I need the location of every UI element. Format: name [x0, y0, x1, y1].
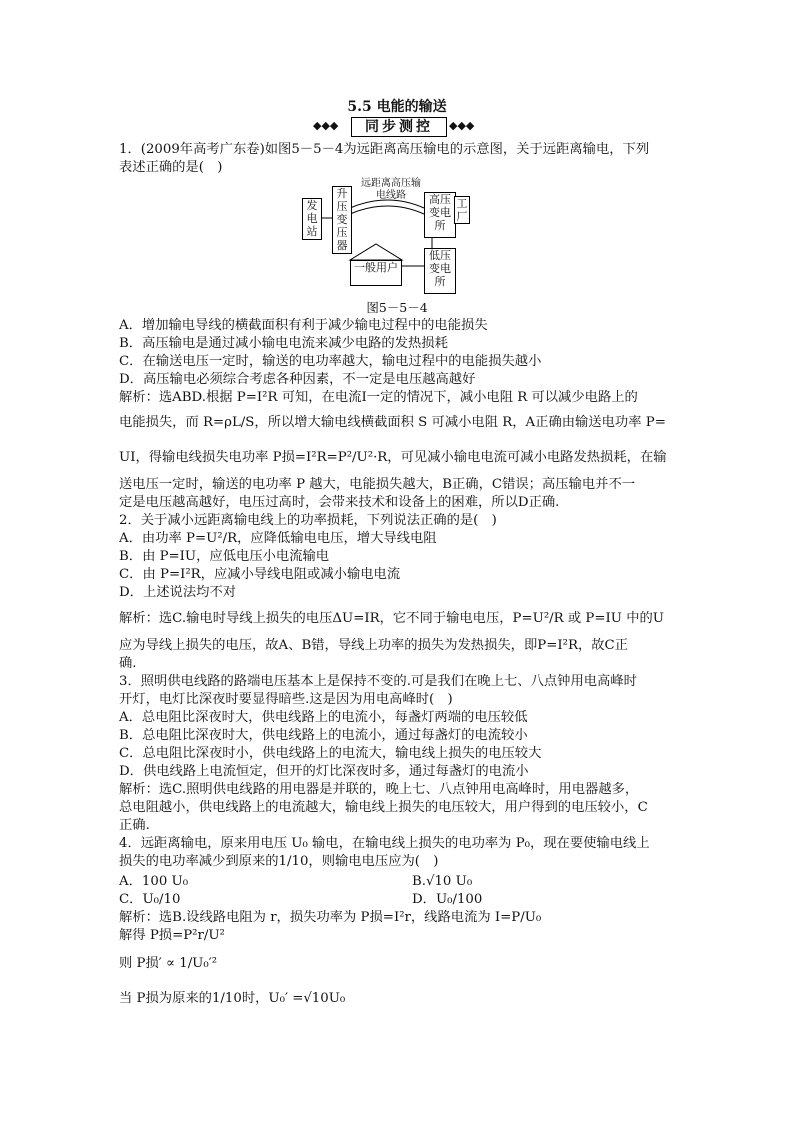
q2-analysis-3: 确. — [119, 656, 137, 671]
q1-analysis-3: UI，得输电线损失电功率 P损=I²R=P²/U²·R，可见减小输电电流可减小电路发热损耗，在输 — [119, 450, 667, 465]
q2-option-b: B．由 P=IU，应低电压小电流输电 — [119, 549, 330, 564]
q1-analysis-2: 电能损失，而 R=ρL/S，所以增大输电线横截面积 S 可减小电阻 R，A正确由输送电功率 P= — [119, 415, 666, 430]
user-box: 一般用户 — [350, 260, 402, 286]
q2-analysis-1: 解析：选C.输电时导线上损失的电压ΔU=IR，它不同于输电电压，P=U²/R 或 P=IU 中的U — [119, 611, 665, 626]
q2-stem: 2．关于减小远距离输电线上的功率损耗，下列说法正确的是( ) — [119, 513, 497, 528]
q3-option-a: A．总电阻比深夜时大，供电线路上的电流小，每盏灯两端的电压较低 — [119, 710, 528, 725]
q1-option-b: B．高压输电是通过减小输电电流来减少电路的发热损耗 — [119, 336, 448, 351]
q1-line-1: 1．(2009年高考广东卷)如图5－5－4为远距离高压输电的示意图，关于远距离输电，下列 — [119, 142, 650, 157]
transmission-diagram — [300, 178, 470, 296]
line-label: 远距离高压输电线路 — [361, 178, 421, 201]
banner-label: 同步测控 — [351, 117, 447, 137]
q4-option-d: D．U₀/100 — [412, 892, 483, 907]
q1-analysis-4: 送电压一定时，输送的电功率 P 越大，电能损失越大，B正确，C错误；高压输电并不一 — [119, 477, 636, 492]
high-voltage-station-box: 高压变电所 — [424, 192, 456, 238]
q4-option-a: A．100 U₀ — [119, 874, 189, 889]
q4-option-b: B.√10 U₀ — [412, 874, 473, 889]
page-title: 5.5 电能的输送 — [347, 99, 447, 115]
q1-analysis-5: 定是电压越高越好，电压过高时，会带来技术和设备上的困难，所以D正确. — [119, 495, 560, 510]
q3-option-c: C．总电阻比深夜时小，供电线路上的电流大，输电线上损失的电压较大 — [119, 746, 542, 761]
q4-analysis-3: 则 P损′ ∝ 1/U₀′² — [119, 956, 218, 971]
low-voltage-station-box: 低压变电所 — [424, 248, 456, 294]
q2-option-c: C．由 P=I²R，应减小导线电阻或减小输电电流 — [119, 567, 401, 582]
power-plant-box: 发电站 — [302, 198, 322, 240]
q1-line-2: 表述正确的是( ) — [119, 160, 223, 175]
q3-analysis-1: 解析：选C.照明供电线路的用电器是并联的，晚上七、八点钟用电高峰时，用电器越多， — [119, 782, 639, 797]
q4-analysis-2: 解得 P损=P²r/U² — [119, 928, 225, 943]
section-banner — [313, 117, 483, 137]
factory-box: 工厂 — [454, 196, 470, 224]
q4-analysis-1: 解析：选B.设线路电阻为 r，损失功率为 P损=I²r，线路电流为 I=P/U₀ — [119, 910, 542, 925]
q4-stem-1: 4．远距离输电，原来用电压 U₀ 输电，在输电线上损失的电功率为 P₀，现在要使输电线上 — [119, 836, 650, 851]
step-up-transformer-box: 升压变压器 — [332, 186, 352, 254]
q4-option-c: C．U₀/10 — [119, 892, 181, 907]
q3-analysis-3: 正确. — [119, 818, 150, 833]
q3-analysis-2: 总电阻越小，供电线路上的电流越大，输电线上损失的电压较大，用户得到的电压较小，C — [119, 800, 648, 815]
diamond-right-icon: ◆◆◆ — [449, 119, 475, 132]
q1-option-a: A．增加输电导线的横截面积有利于减少输电过程中的电能损失 — [119, 318, 488, 333]
q3-option-d: D．供电线路上电流恒定，但开的灯比深夜时多，通过每盏灯的电流小 — [119, 764, 529, 779]
q1-analysis-1: 解析：选ABD.根据 P=I²R 可知，在电流I一定的情况下，减小电阻 R 可以减少电路上的 — [119, 390, 638, 405]
q1-option-c: C．在输送电压一定时，输送的电功率越大，输电过程中的电能损失越小 — [119, 354, 542, 369]
diamond-left-icon: ◆◆◆ — [313, 119, 339, 132]
figure-caption: 图5－5－4 — [366, 300, 428, 315]
q2-option-d: D．上述说法均不对 — [119, 585, 237, 600]
q4-stem-2: 损失的电功率减少到原来的1/10，则输电电压应为( ) — [119, 854, 439, 869]
q3-stem-1: 3．照明供电线路的路端电压基本上是保持不变的.可是我们在晚上七、八点钟用电高峰时 — [119, 674, 637, 689]
q4-analysis-4: 当 P损为原来的1/10时，U₀′ =√10U₀ — [119, 991, 346, 1006]
q3-stem-2: 开灯，电灯比深夜时要显得暗些.这是因为用电高峰时( ) — [119, 692, 453, 707]
q2-analysis-2: 应为导线上损失的电压，故A、B错，导线上功率的损失为发热损失，即P=I²R，故C正 — [119, 638, 629, 653]
q3-option-b: B．总电阻比深夜时大，供电线路上的电流小，通过每盏灯的电流较小 — [119, 728, 528, 743]
q2-option-a: A．由功率 P=U²/R，应降低输电电压，增大导线电阻 — [119, 531, 437, 546]
q1-option-d: D．高压输电必须综合考虑各种因素，不一定是电压越高越好 — [119, 372, 476, 387]
